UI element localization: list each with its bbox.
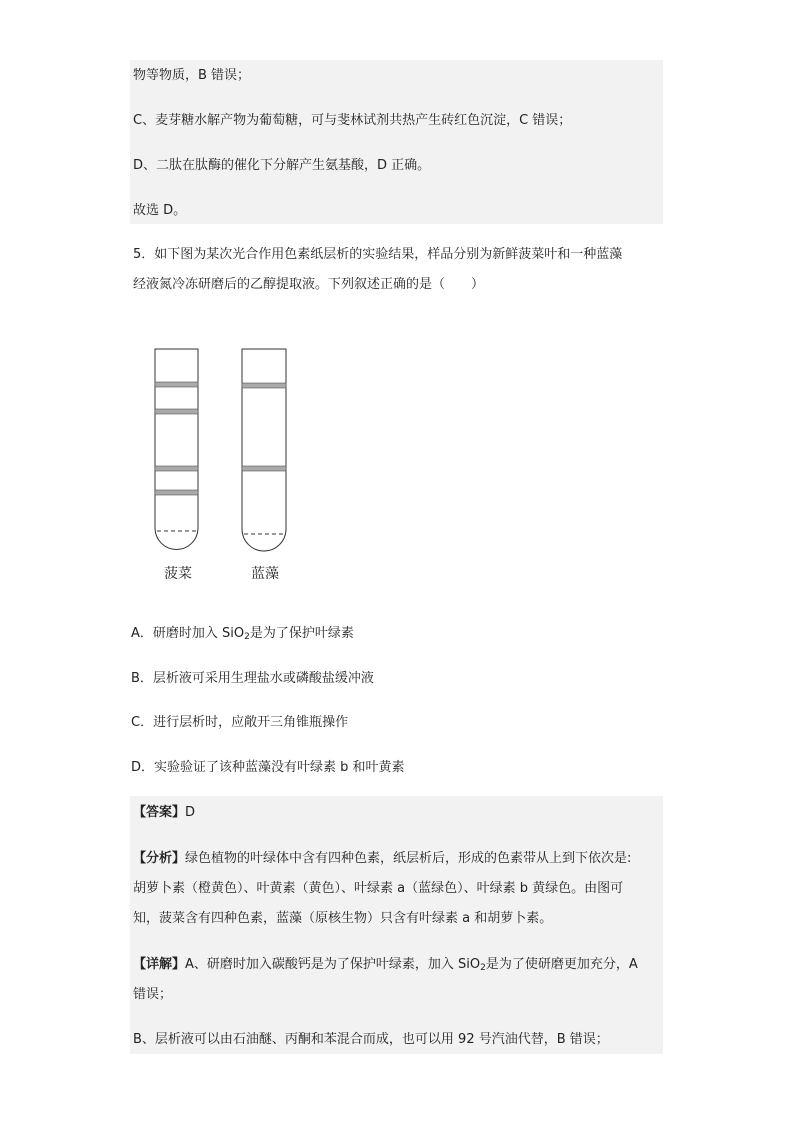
spinach-band-xanthophyll (155, 409, 198, 414)
prev-line-3: D、二肽在肽酶的催化下分解产生氨基酸，D 正确。 (133, 158, 431, 173)
option-a-post: 是为了保护叶绿素 (249, 626, 354, 641)
option-b: B．层析液可采用生理盐水或磷酸盐缓冲液 (131, 671, 374, 686)
question-line-2: 经液氮冷冻研磨后的乙醇提取液。下列叙述正确的是（ ） (133, 277, 485, 292)
spinach-band-carotene (155, 382, 198, 387)
option-a-sub: 2 (244, 632, 250, 642)
answer-tag: 【答案】 (133, 805, 186, 820)
prev-line-4: 故选 D。 (133, 203, 187, 218)
option-a-pre: A．研磨时加入 SiO (131, 626, 245, 641)
test-tubes-diagram (150, 345, 310, 560)
spinach-tube (155, 349, 198, 550)
analysis-line-2: 胡萝卜素（橙黄色）、叶黄素（黄色）、叶绿素 a（蓝绿色）、叶绿素 b 黄绿色。由图可 (133, 881, 624, 896)
cyanobacteria-label: 蓝藻 (251, 566, 279, 582)
spinach-label: 菠菜 (164, 566, 192, 582)
question-line-1: 5．如下图为某次光合作用色素纸层析的实验结果，样品分别为新鲜菠菜叶和一种蓝藻 (133, 247, 623, 262)
detail-text-1-sub: 2 (480, 963, 486, 973)
answer-value: D (185, 805, 196, 820)
detail-line-3: B、层析液可以由石油醚、丙酮和苯混合而成，也可以用 92 号汽油代替，B 错误； (133, 1032, 609, 1047)
option-a (131, 625, 354, 646)
cyanobacteria-tube (242, 349, 286, 551)
analysis-tag: 【分析】 (133, 851, 186, 866)
spinach-band-chlorophyll-a (155, 466, 198, 471)
analysis-line-1 (133, 850, 631, 868)
detail-tag: 【详解】 (133, 957, 186, 972)
analysis-text-1: 绿色植物的叶绿体中含有四种色素，纸层析后，形成的色素带从上到下依次是: (185, 851, 632, 866)
option-c: C．进行层析时，应敞开三角锥瓶操作 (131, 715, 349, 730)
option-d: D．实验验证了该种蓝藻没有叶绿素 b 和叶黄素 (131, 760, 405, 775)
detail-line-1 (133, 956, 638, 977)
detail-text-1-pre: A、研磨时加入碳酸钙是为了保护叶绿素，加入 SiO (185, 957, 481, 972)
cyanobacteria-band-chlorophyll-a (242, 466, 286, 471)
answer-line (133, 804, 195, 822)
detail-text-1-post: 是为了使研磨更加充分，A (485, 957, 638, 972)
prev-line-1: 物等物质，B 错误； (133, 68, 251, 83)
detail-line-2: 错误； (133, 987, 173, 1002)
spinach-band-chlorophyll-b (155, 490, 198, 495)
analysis-line-3: 知，菠菜含有四种色素，蓝藻（原核生物）只含有叶绿素 a 和胡萝卜素。 (133, 911, 553, 926)
cyanobacteria-band-carotene (242, 383, 286, 388)
prev-line-2: C、麦芽糖水解产物为葡萄糖，可与斐林试剂共热产生砖红色沉淀，C 错误； (133, 113, 572, 128)
chromatography-figure (150, 345, 310, 582)
